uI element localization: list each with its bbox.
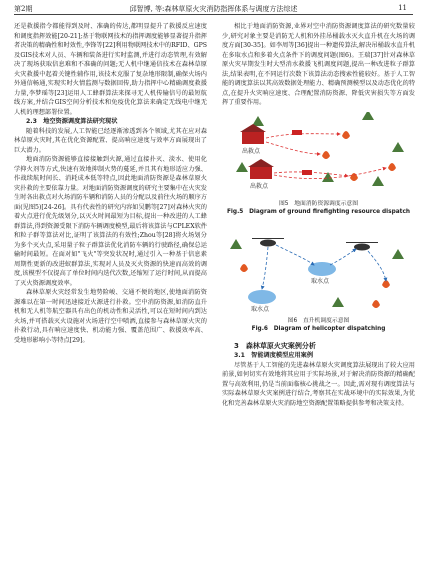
figure-5-caption <box>222 200 415 216</box>
paragraph: 地面消防资源能够直接接触到火源,通过直接扑灭、淡水、使用化学抑火剂等方式,快速有效地抑制火势的蔓延,并且其有地形适应力强、作战续航时间长、消耗成本低等特点,因此地面消防资源是森林草原火灾扑救的主要依靠力量。对地面消防资源调度的研究主要集中在火灾发生时各出救点对火场消防车辆和消防人员的分配以及前往火场的顺序方面(见图5)[24-26]。具有代表性的研究内容如吴鹏等[27]对森林火灾的着火点进行优先级划分,以灭火时间最短为目标,提出一种改进的人工蜂群算法,得到资源受限下消防车辆调度模型,最后将该算法与CPLEX软件和粒子群等算法对比,证明了该算法的有效性;Zhou等[28]将火场划分为多个灭火点,采用量子粒子群算法优化消防车辆的行驶路径,确保总运输时间最短。在面对如"飞火"等突发状况时,通过引入一种基于信息素周期性更新的改进蚁群算法,实现对人员及灭火资源的快速而高效的调度,该模型不仅提高了单位时间内迭代次数,还缩短了运行时间,从而提高了灭火资源调度效率。 <box>14 156 207 287</box>
paragraph: 随着科技的发展,人工智能已经逐渐渗透到各个领域,尤其在应对森林草原火灾时,其在优化资源配置、提高响应速度与效率方面展现出了巨大潜力。 <box>14 127 207 154</box>
paragraph: 尽管基于人工智能的先进森林草原火灾调度算法展现出了较大应用前景,如何切实有效地将其应用于实际场景,对于解决消防资源的精确配置与高效利用,仍是当前面临核心挑战之一。因此,需对现有调度算法与实际森林草原火灾案例进行结合,考察其在实战环境中的实际效果,为优化和完善森林草原火灾消防地空资源配置策略提供参考和决策支持。 <box>222 361 415 407</box>
fire-truck-icon <box>292 130 312 175</box>
figure-5-graphic <box>222 112 415 198</box>
paragraph: 森林草原火灾经常发生地势险峻、交通不便的地区,使地面消防资源难以在第一时间迅速接近火源进行扑救。空中消防资源,如消防直升机和无人机等航空器具有出色的机动性和灵活性,可以在短时间内到达火场,并可搭载灭火设施对火场进行空中喷洒,直接参与森林草原火灾的扑救行动,具有响应速度快、机动能力强、覆盖范围广、救援效率高、受地形影响小等特点[29]。 <box>14 289 207 344</box>
figure-6-caption-cn: 图6 直升机调度示意图 <box>287 317 350 324</box>
figure-6-caption-en: Fig.6 Diagram of helicopter dispatching <box>251 325 386 332</box>
issue-number: 第2期 <box>14 5 33 13</box>
figure-6 <box>222 229 415 342</box>
running-title: 邱智博, 等:森林草原火灾消防指挥体系与调度方法综述 <box>129 5 298 13</box>
figure-5-caption-en: Fig.5 Diagram of ground firefighting resource dispatch <box>226 208 411 215</box>
figure-5 <box>222 112 415 225</box>
page-number: 11 <box>398 4 407 12</box>
left-column <box>14 22 207 345</box>
paragraph: 相比于地面消防资源,业界对空中消防资源调度算法的研究数量较少,研究对象主要是消防无人机和外挂吊桶载水灭火直升机在火场的调度方面[30-35]。如李周等[36]提出一种遗传算法,解决吊桶载水直升机在多取水点和多着火点条件下的调度问题(图6)。王瑞[37]针对森林草原火灾早期发生时大型消水救援飞机调度问题,提出一种改进粒子群算法,结果表明,在不同运行次数下该算法动态搜索性能较好。基于人工智能的调度算法以其高效数据处理能力、精确预测模型以及动态优化的特点,在提升火灾响应速度、合理配置消防资源、降低灾害损失等方面发挥了重要作用。 <box>222 23 415 106</box>
depot-label: 出救点 <box>242 147 261 155</box>
helicopter-icon <box>252 238 378 251</box>
section-heading-3: 3 森林草原火灾案例分析 <box>234 341 316 350</box>
paragraph: 还是救援指令都能得到及时、准确的传达,都明显提升了救援反应速度和调度指挥效能[20-21];基于物联网技术的指挥调度能够显著提升指挥者决策的精确性和时效性,李锋等[22]利用物联网技术中的RFID、GPS及GIS技术对人员、车辆和装备进行实时监测,并进行动态管理,有效解决了现场获取信息难和不准确的问题;无人机中继通信技术在森林草原火灾救援中起着关键性辅作用,该技术克服了复杂地形限制,确保火场内外通信畅通,实现实时火情监测与数据回传,助力指挥中心精确调度救援力量,李梦瑶等[23]运用人工蜂群算法来探寻无人机传输信号的最短航线方案,并结合GIS空间分析技术和免疫优化算法来确定无线电中继无人机的理想部署位置。 <box>14 23 207 116</box>
figure-6-graphic <box>222 229 415 315</box>
figure-5-caption-cn: 图5 地面消防资源调度示意图 <box>278 200 359 207</box>
fire-icon <box>322 131 396 181</box>
header-rule <box>14 14 413 15</box>
figure-6-caption <box>222 317 415 333</box>
water-point-label: 取水点 <box>251 305 270 313</box>
right-column <box>222 22 415 408</box>
section-heading-2-3: 2.3 地空资源调度算法研究现状 <box>26 118 118 125</box>
section-heading-3-1: 3.1 智能调度模型应用案例 <box>234 352 314 359</box>
water-point-label: 取水点 <box>311 277 330 285</box>
depot-label: 出救点 <box>250 182 269 190</box>
